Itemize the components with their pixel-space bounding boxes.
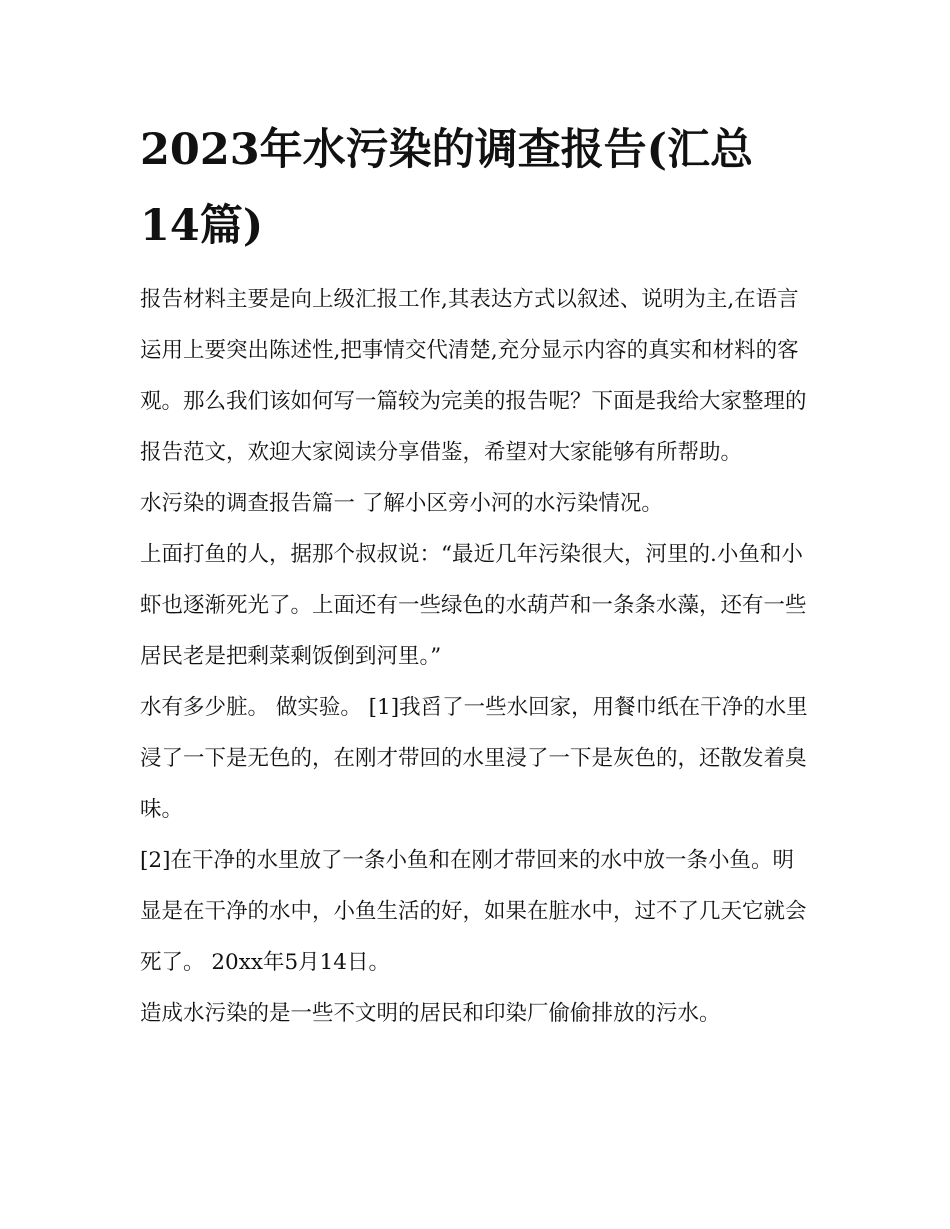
paragraph-experiment-one: 水有多少脏。 做实验。 [1]我舀了一些水回家，用餐巾纸在干净的水里浸了一下是无色的，在刚才带回的水里浸了一下是灰色的，还散发着臭味。 [140,695,808,822]
paragraph-section-one: 水污染的调查报告篇一 了解小区旁小河的水污染情况。 [140,491,663,516]
paragraph-experiment-two: [2]在干净的水里放了一条小鱼和在刚才带回来的水中放一条小鱼。明显是在干净的水中，小鱼生活的好，如果在脏水中，过不了几天它就会死了。 20xx年5月14日。 [140,848,807,975]
document-title: 2023年水污染的调查报告(汇总14篇) [140,125,754,251]
paragraph-interview: 上面打鱼的人，据那个叔叔说：“最近几年污染很大，河里的.小鱼和小虾也逐渐死光了。上面还有一些绿色的水葫芦和一条条水藻，还有一些居民老是把剩菜剩饭倒到河里。” [140,542,807,669]
document-content [140,112,812,1039]
paragraph-intro: 报告材料主要是向上级汇报工作,其表达方式以叙述、说明为主,在语言运用上要突出陈述性,把事情交代清楚,充分显示内容的真实和材料的客观。那么我们该如何写一篇较为完美的报告呢？下面是我给大家整理的报告范文，欢迎大家阅读分享借鉴，希望对大家能够有所帮助。 [140,287,807,465]
paragraph-cause: 造成水污染的是一些不文明的居民和印染厂偷偷排放的污水。 [140,1001,721,1026]
document-body [140,274,812,1039]
